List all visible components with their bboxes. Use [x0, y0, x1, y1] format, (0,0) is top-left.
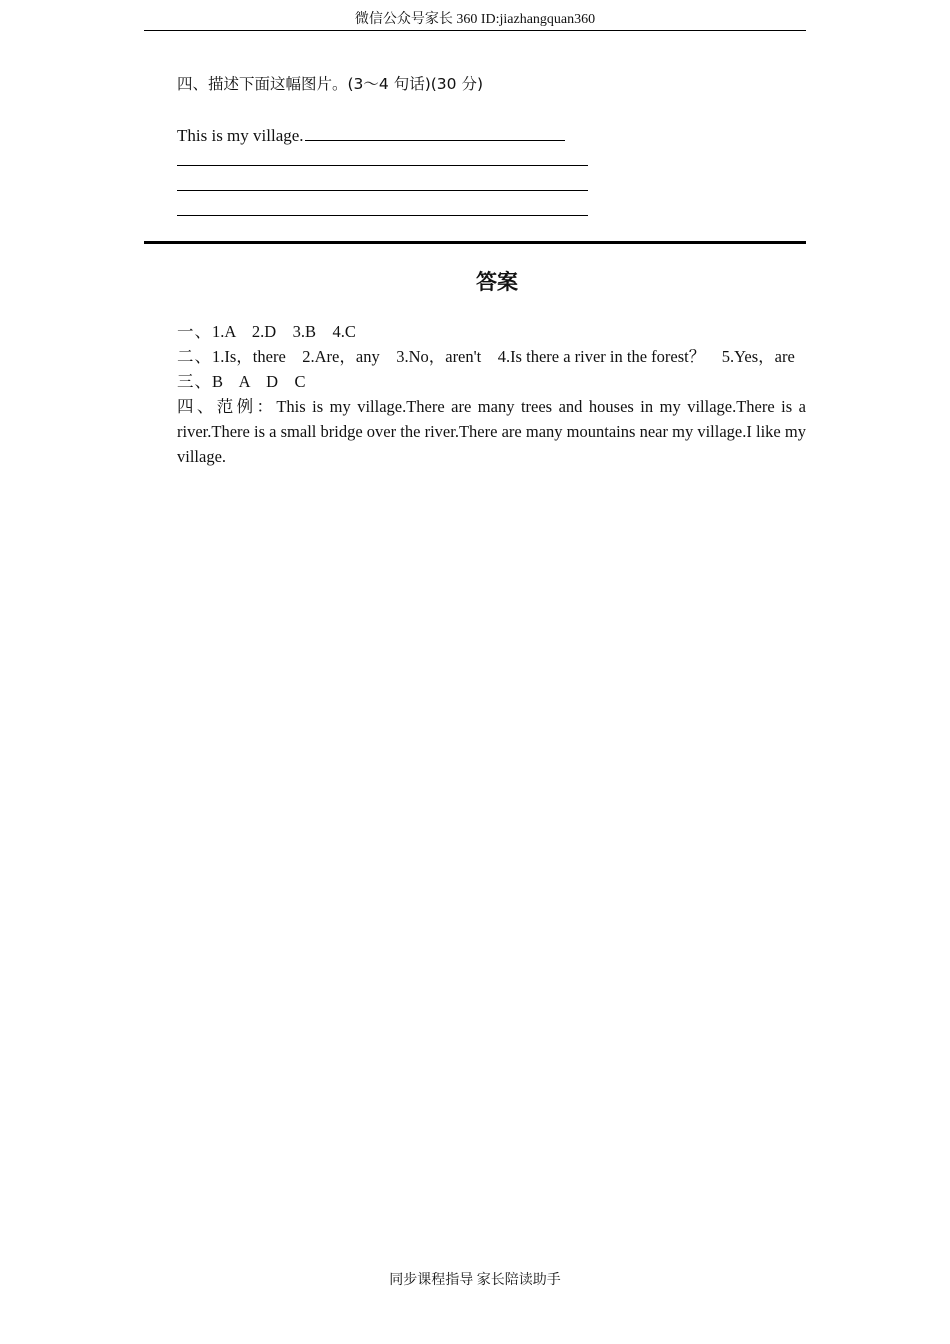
answer-text-2: 1.Is，there 2.Are，any 3.No，aren't 4.Is there a river in the forest？ 5.Yes，are: [212, 347, 795, 366]
answer-label-1: 一、: [177, 322, 212, 341]
answer-blank-line-3[interactable]: [177, 215, 588, 216]
section-divider: [144, 241, 806, 244]
page-header: 微信公众号家长 360 ID:jiazhangquan360: [354, 12, 596, 27]
answer-label-2: 二、: [177, 347, 212, 366]
answer-row-1: [177, 319, 806, 344]
answer-blank-line-1[interactable]: [177, 165, 588, 166]
answer-row-2: [177, 344, 806, 369]
header-rule: [144, 30, 806, 31]
sample-answer: [177, 394, 806, 469]
prompt-line: [177, 125, 565, 146]
page-footer: 同步课程指导 家长陪读助手: [389, 1273, 561, 1288]
answer-row-3: [177, 369, 806, 394]
sample-answer-text: This is my village.There are many trees and houses in my village.There is a river.There is a small bridge over the river.There are many mountains near my village.I like my village.: [177, 397, 806, 466]
answer-section-title: 答案: [476, 270, 518, 294]
answer-list: [177, 319, 806, 469]
question-4-title: 四、描述下面这幅图片。(3～4 句话)(30 分): [177, 75, 483, 93]
answer-text-3: B A D C: [212, 372, 306, 391]
answer-blank-line-2[interactable]: [177, 190, 588, 191]
sample-answer-label: 四、范例：: [177, 397, 277, 416]
answer-blank-inline[interactable]: [305, 125, 565, 141]
prompt-start-text: This is my village.: [177, 126, 304, 145]
answer-text-1: 1.A 2.D 3.B 4.C: [212, 322, 356, 341]
answer-label-3: 三、: [177, 372, 212, 391]
